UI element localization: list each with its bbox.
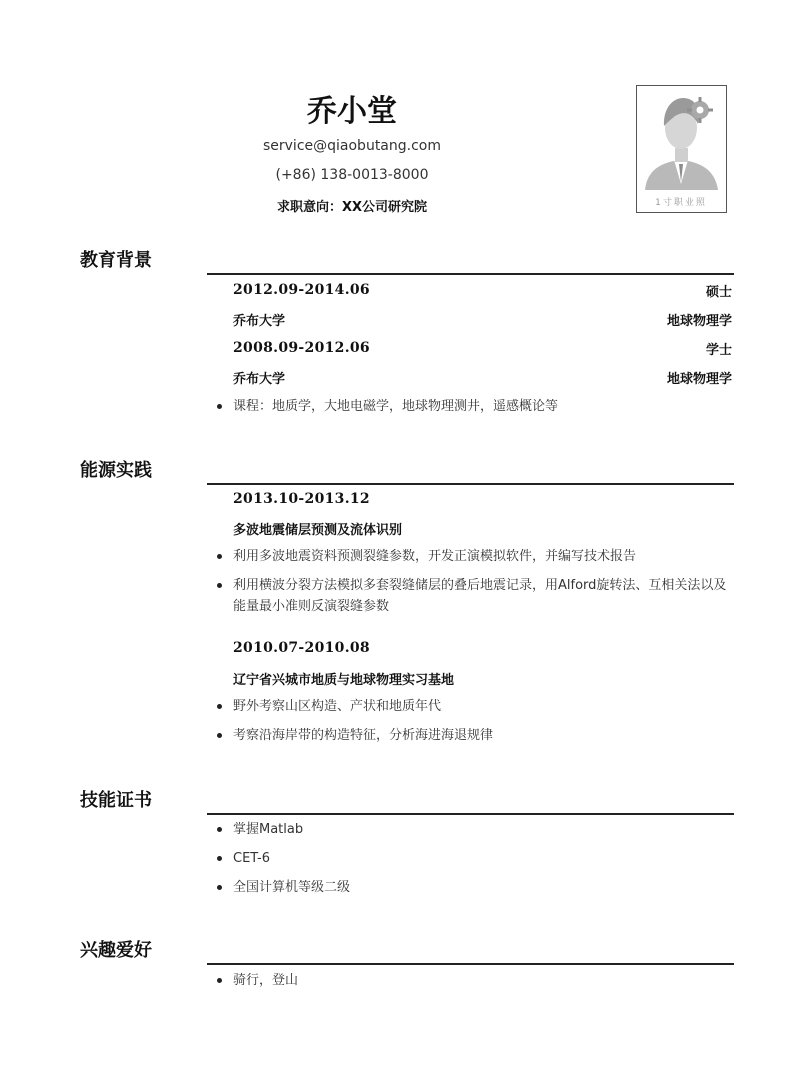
contact-email: service@qiaobutang.com xyxy=(262,138,441,154)
practice-row-org xyxy=(233,668,732,688)
education-row-date xyxy=(233,338,732,358)
education-degree: 学士 xyxy=(705,342,732,358)
list-item: 骑行，登山 xyxy=(217,970,737,991)
candidate-name: 乔小堂 xyxy=(307,94,397,129)
list-item: 全国计算机等级二级 xyxy=(217,877,737,898)
list-item: 考察沿海岸带的构造特征，分析海进海退规律 xyxy=(217,725,737,746)
section-title-education: 教育背景 xyxy=(80,250,152,271)
practice-row-date xyxy=(233,638,732,658)
practice-date: 2013.10-2013.12 xyxy=(233,491,370,507)
education-major: 地球物理学 xyxy=(666,371,732,387)
education-major: 地球物理学 xyxy=(666,313,732,329)
education-date: 2012.09-2014.06 xyxy=(233,282,370,298)
job-intent: 求职意向：XX公司研究院 xyxy=(276,200,428,215)
list-item: 课程：地质学，大地电磁学，地球物理测井，遥感概论等 xyxy=(217,396,737,417)
contact-phone: (+86) 138-0013-8000 xyxy=(275,167,429,183)
list-item: 野外考察山区构造、产状和地质年代 xyxy=(217,696,737,717)
practice-date: 2010.07-2010.08 xyxy=(233,640,370,656)
section-divider xyxy=(207,813,734,815)
education-row-school xyxy=(233,367,732,387)
education-row-school xyxy=(233,309,732,329)
profile-photo xyxy=(636,85,727,213)
list-item: 利用横波分裂方法模拟多套裂缝储层的叠后地震记录，用Alford旋转法、互相关法以及能量最小准则反演裂缝参数 xyxy=(217,575,737,617)
avatar-placeholder-icon xyxy=(637,86,726,212)
practice-row-date xyxy=(233,489,732,509)
section-divider xyxy=(207,273,734,275)
section-title-hobbies: 兴趣爱好 xyxy=(80,940,152,961)
section-divider xyxy=(207,483,734,485)
practice-row-org xyxy=(233,518,732,538)
education-school: 乔布大学 xyxy=(233,313,286,329)
photo-caption: 1寸职业照 xyxy=(655,198,707,208)
list-item: 利用多波地震资料预测裂缝参数，开发正演模拟软件，并编写技术报告 xyxy=(217,546,737,567)
education-row-date xyxy=(233,280,732,300)
education-date: 2008.09-2012.06 xyxy=(233,340,370,356)
section-divider xyxy=(207,963,734,965)
list-item: CET-6 xyxy=(217,848,737,869)
education-school: 乔布大学 xyxy=(233,371,286,387)
section-title-practice: 能源实践 xyxy=(80,460,152,481)
section-title-skills: 技能证书 xyxy=(80,790,152,811)
practice-org: 多波地震储层预测及流体识别 xyxy=(233,522,403,538)
list-item: 掌握Matlab xyxy=(217,819,737,840)
education-degree: 硕士 xyxy=(705,284,732,300)
practice-org: 辽宁省兴城市地质与地球物理实习基地 xyxy=(233,672,455,688)
